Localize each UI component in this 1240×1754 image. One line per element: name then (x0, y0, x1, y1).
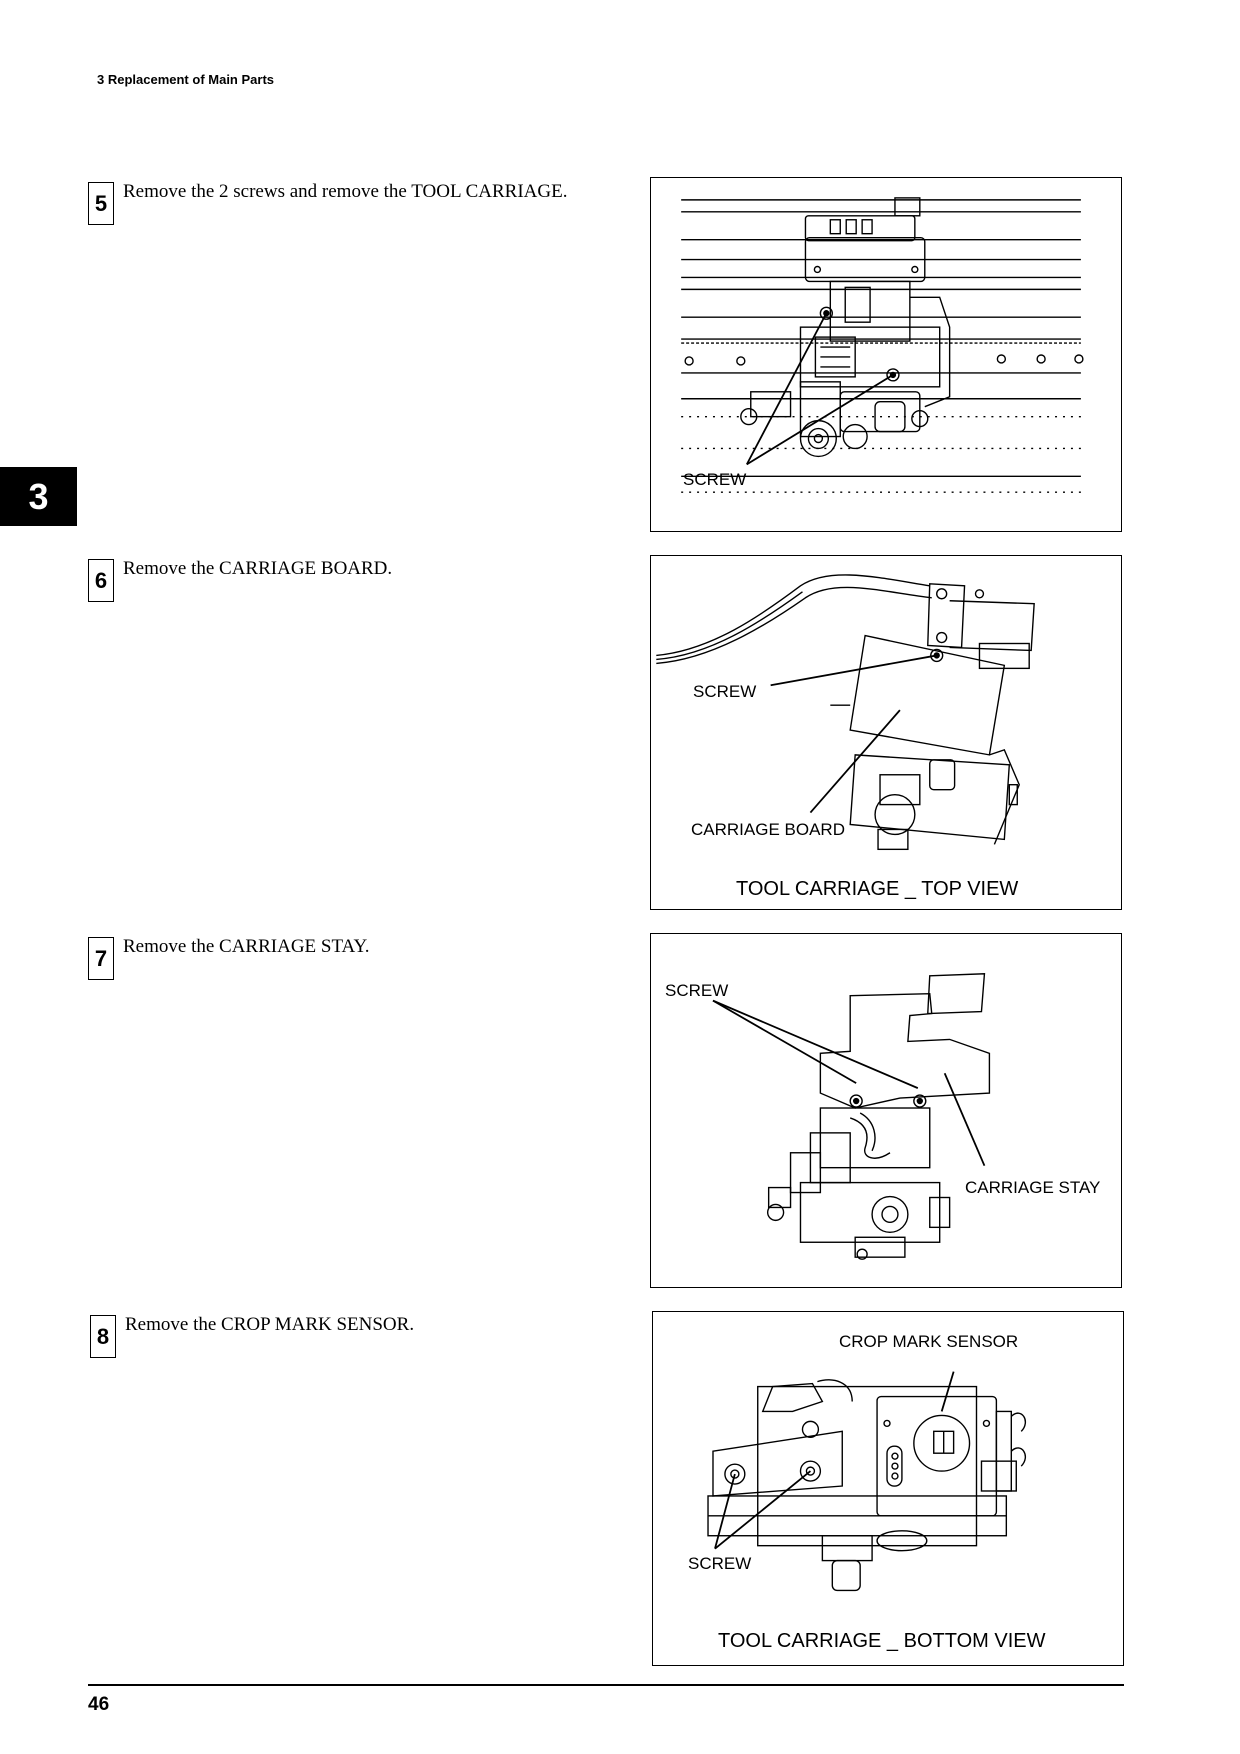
chapter-tab: 3 (0, 467, 77, 526)
step-instruction: Remove the 2 screws and remove the TOOL CARRIAGE. (123, 181, 568, 202)
step-instruction: Remove the CARRIAGE STAY. (123, 936, 370, 957)
step-number: 5 (88, 182, 114, 225)
section-header: 3 Replacement of Main Parts (97, 72, 274, 87)
figure-carriage-board (650, 555, 1122, 910)
step-number: 8 (90, 1315, 116, 1358)
step-instruction: Remove the CARRIAGE BOARD. (123, 558, 393, 579)
figure-caption: TOOL CARRIAGE _ TOP VIEW (736, 878, 1019, 900)
screw-label: SCREW (693, 682, 757, 701)
figure-carriage-stay (650, 933, 1122, 1288)
crop-mark-sensor-label: CROP MARK SENSOR (839, 1332, 1019, 1351)
figure-crop-mark-sensor (652, 1311, 1124, 1666)
screw-label: SCREW (688, 1554, 752, 1573)
step-instruction: Remove the CROP MARK SENSOR. (125, 1314, 415, 1335)
step-number: 6 (88, 559, 114, 602)
carriage-stay-label: CARRIAGE STAY (965, 1178, 1101, 1197)
figure-tool-carriage-removal (650, 177, 1122, 532)
figure-caption: TOOL CARRIAGE _ BOTTOM VIEW (718, 1630, 1046, 1652)
footer-divider (88, 1684, 1124, 1686)
screw-label: SCREW (683, 470, 747, 489)
carriage-board-label: CARRIAGE BOARD (691, 820, 845, 839)
crop-mark-sensor-illustration (653, 1312, 1123, 1665)
carriage-board-illustration (651, 556, 1121, 909)
page-number: 46 (88, 1694, 110, 1715)
step-number: 7 (88, 937, 114, 980)
screw-label: SCREW (665, 981, 729, 1000)
